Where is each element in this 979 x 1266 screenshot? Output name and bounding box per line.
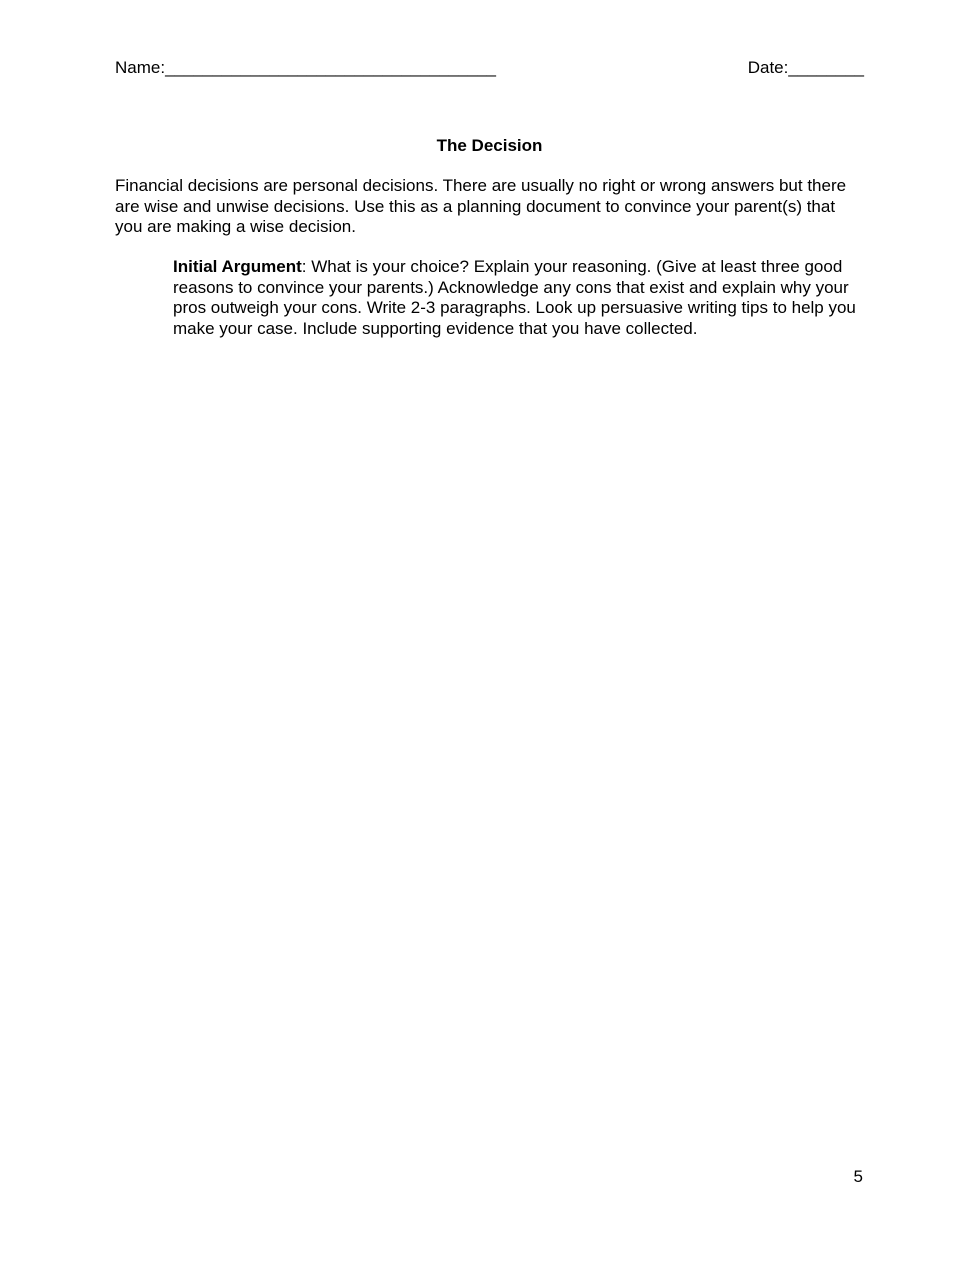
page-title: The Decision	[436, 136, 543, 155]
name-field-label: Name:___________________________________	[115, 58, 496, 77]
argument-prompt	[173, 257, 863, 339]
page-number: 5	[853, 1167, 863, 1186]
argument-lead: Initial Argument	[173, 257, 302, 276]
date-field-label: Date:________	[747, 58, 864, 77]
intro-paragraph: Financial decisions are personal decisions. There are usually no right or wrong answers but there are wise and unwise decisions. Use this as a planning document to convince your parent(s) that you are making a wise decision.	[115, 176, 847, 236]
argument-text: : What is your choice? Explain your reasoning. (Give at least three good reasons to convince your parents.) Acknowledge any cons that exist and explain why your pros outweigh your cons. Write 2-3 paragraphs. Look up persuasive writing tips to help you make your case. Include supporting evidence that you have collected.	[173, 257, 856, 338]
